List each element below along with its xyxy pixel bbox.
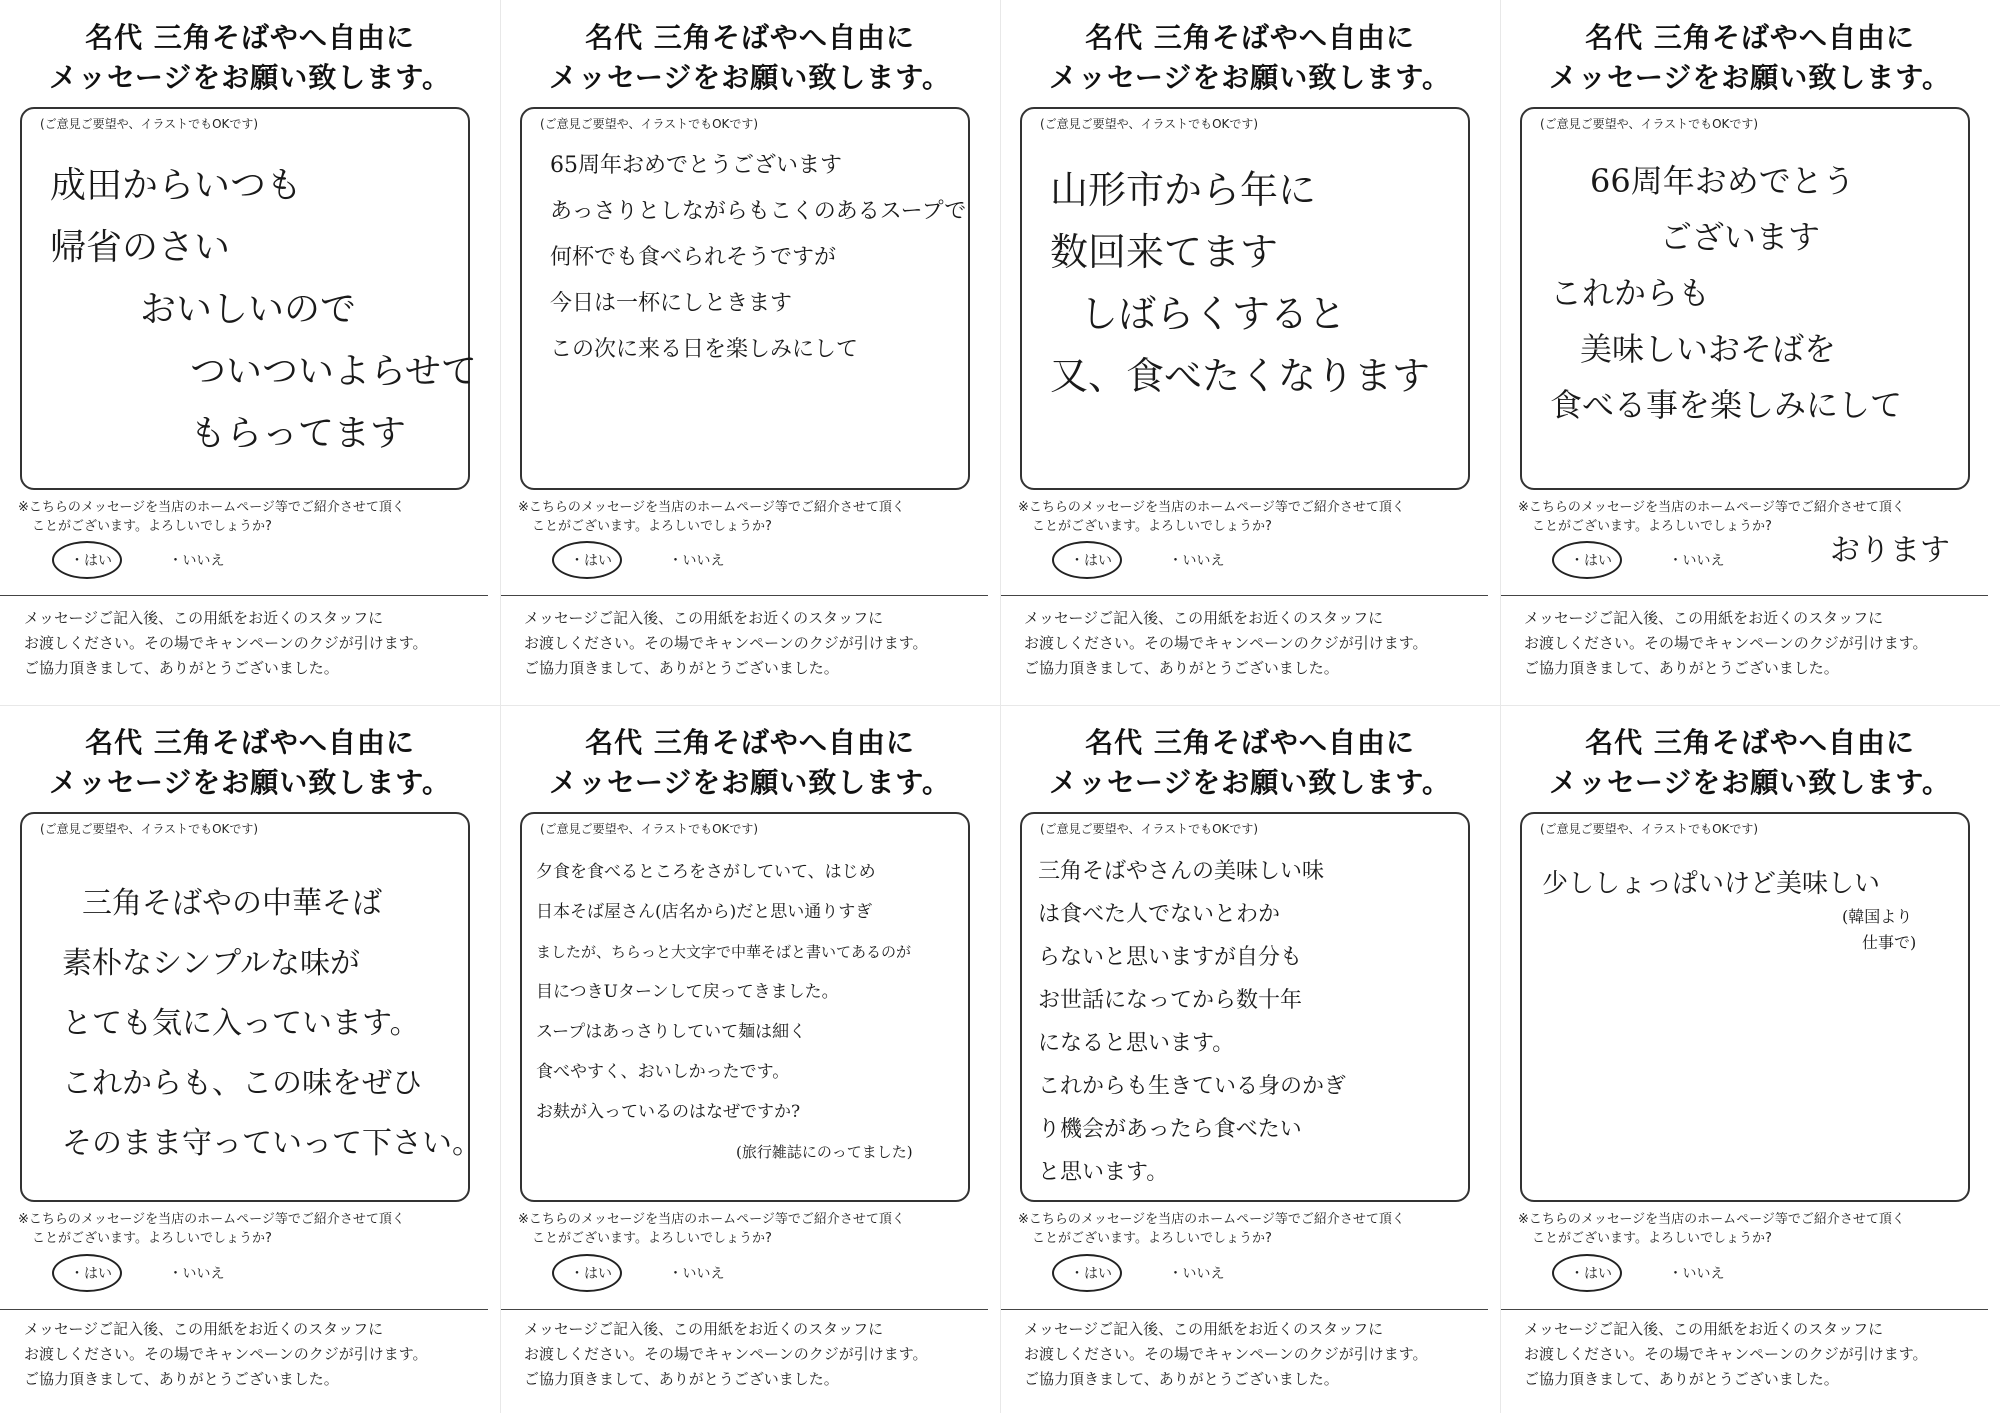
consent-no-label: ・いいえ [168,553,225,569]
message-box [20,812,482,1202]
consent-note-line1: ※こちらのメッセージを当店のホームページ等でご紹介させて頂く [518,500,905,515]
footer-line3: ご協力頂きまして、ありがとうございました。 [524,1370,839,1388]
selected-circle [1552,1254,1622,1292]
consent-options [70,1263,276,1283]
handwriting-line: 又、食べたくなります [1050,354,1431,398]
message-box [1520,107,1970,490]
card-title-line2: メッセージをお願い致します。 [1548,766,1952,799]
divider [1000,595,1488,596]
box-hint: (ご意見ご要望や、イラストでもOKです) [1540,117,1759,131]
message-box [1520,812,1970,1202]
handwriting-line: は食べた人でないとわか [1038,902,1281,927]
card-footer [1524,606,1928,681]
message-box [520,812,970,1202]
handwriting-line: 三角そばやの中華そば [82,886,382,921]
message-card [1000,0,1500,705]
consent-yes-option[interactable] [1070,550,1112,570]
selected-circle [552,1254,622,1292]
message-card [500,0,1000,705]
card-title-line2: メッセージをお願い致します。 [48,61,452,94]
handwriting-line: ついついよらせて [190,351,477,392]
handwritten-message [1550,153,1954,480]
handwriting-line: 帰省のさい [50,227,231,268]
consent-note-line2: ことがございます。よろしいでしょうか? [32,519,272,534]
handwriting-line: 仕事で) [1862,933,1917,952]
card-title-line2: メッセージをお願い致します。 [1048,61,1452,94]
card-title [1000,18,1500,98]
message-card [0,0,500,705]
consent-note-line2: ことがございます。よろしいでしょうか? [32,1231,272,1246]
card-title-line1: 名代 三角そばやへ自由に [85,726,415,759]
consent-note-line1: ※こちらのメッセージを当店のホームページ等でご紹介させて頂く [1518,500,1905,515]
card-title-line2: メッセージをお願い致します。 [548,766,952,799]
handwriting-line: これからも [1550,274,1711,312]
consent-no-option[interactable] [1668,550,1724,570]
handwriting-line: 日本そば屋さん(店名から)だと思い通りすぎ [536,902,873,922]
handwriting-line: とても気に入っています。 [62,1006,420,1041]
footer-line3: ご協力頂きまして、ありがとうございました。 [24,659,339,677]
consent-note-line1: ※こちらのメッセージを当店のホームページ等でご紹介させて頂く [18,1212,405,1227]
handwriting-line: 三角そばやさんの美味しい味 [1038,859,1325,884]
consent-yes-label: ・はい [1070,1266,1112,1282]
divider [1000,1309,1488,1310]
consent-options [570,1263,776,1283]
consent-yes-option[interactable] [1570,550,1612,570]
consent-note-line1: ※こちらのメッセージを当店のホームページ等でご紹介させて頂く [1518,1212,1905,1227]
handwriting-line: 目につきUターンして戻ってきました。 [536,982,839,1002]
selected-circle [52,1254,122,1292]
consent-yes-label: ・はい [570,553,612,569]
card-title-line1: 名代 三角そばやへ自由に [1085,21,1415,54]
consent-yes-option[interactable] [70,1263,112,1283]
handwriting-line: 美味しいおそばを [1580,330,1837,368]
card-title-line1: 名代 三角そばやへ自由に [1585,21,1915,54]
handwritten-message [62,874,482,1192]
consent-note-line2: ことがございます。よろしいでしょうか? [1032,519,1272,534]
divider [0,1309,488,1310]
card-footer [1024,1317,1428,1392]
consent-no-option[interactable] [168,550,224,570]
card-title [500,18,1000,98]
message-card [0,705,500,1413]
handwriting-line: そのまま守っていって下さい。 [62,1126,482,1161]
handwritten-message [536,852,954,1192]
divider [0,595,488,596]
handwritten-message [1542,864,1954,1192]
consent-no-label: ・いいえ [668,1266,725,1282]
message-card [1000,705,1500,1413]
divider [1500,595,1988,596]
card-title [0,723,500,803]
box-hint: (ご意見ご要望や、イラストでもOKです) [40,822,259,836]
selected-circle [1052,541,1122,579]
card-title [1000,723,1500,803]
consent-note [1518,498,1978,536]
box-hint: (ご意見ご要望や、イラストでもOKです) [1040,822,1259,836]
consent-note-line2: ことがございます。よろしいでしょうか? [1532,519,1772,534]
card-title-line2: メッセージをお願い致します。 [1548,61,1952,94]
consent-no-label: ・いいえ [1668,1266,1725,1282]
consent-no-option[interactable] [1168,1263,1224,1283]
consent-yes-label: ・はい [570,1266,612,1282]
consent-yes-option[interactable] [1570,1263,1612,1283]
handwriting-line: ましたが、ちらっと大文字で中華そばと書いてあるのが [536,943,912,961]
consent-note-line2: ことがございます。よろしいでしょうか? [532,1231,772,1246]
consent-yes-label: ・はい [1570,553,1612,569]
footer-line2: お渡しください。その場でキャンペーンのクジが引けます。 [1524,634,1928,652]
card-title-line2: メッセージをお願い致します。 [548,61,952,94]
handwriting-line: おいしいので [140,289,357,330]
footer-line2: お渡しください。その場でキャンペーンのクジが引けます。 [1024,634,1428,652]
footer-line1: メッセージご記入後、この用紙をお近くのスタッフに [24,1320,384,1338]
card-footer [1024,606,1428,681]
consent-yes-option[interactable] [1070,1263,1112,1283]
handwriting-line: お世話になってから数十年 [1038,988,1303,1013]
consent-options [1070,1263,1276,1283]
consent-note-line1: ※こちらのメッセージを当店のホームページ等でご紹介させて頂く [518,1212,905,1227]
box-hint: (ご意見ご要望や、イラストでもOKです) [1040,117,1259,131]
card-footer [524,606,928,681]
box-hint: (ご意見ご要望や、イラストでもOKです) [1540,822,1759,836]
consent-no-label: ・いいえ [668,553,725,569]
handwriting-line: 素朴なシンプルな味が [62,946,361,981]
handwriting-line: ございます [1660,218,1821,256]
row-separator [0,705,2000,706]
footer-line3: ご協力頂きまして、ありがとうございました。 [1524,659,1839,677]
column-separator [1000,0,1001,1413]
handwriting-line: 食べる事を楽しみにして [1550,386,1903,424]
card-title [0,18,500,98]
consent-no-label: ・いいえ [1668,553,1725,569]
selected-circle [552,541,622,579]
footer-line3: ご協力頂きまして、ありがとうございました。 [1024,659,1339,677]
consent-note-line1: ※こちらのメッセージを当店のホームページ等でご紹介させて頂く [1018,1212,1405,1227]
card-title-line1: 名代 三角そばやへ自由に [85,21,415,54]
consent-options [70,550,276,570]
message-box [1020,107,1470,490]
divider [500,1309,988,1310]
consent-yes-label: ・はい [70,553,112,569]
consent-yes-option[interactable] [570,550,612,570]
column-separator [1500,0,1501,1413]
consent-no-label: ・いいえ [1168,1266,1225,1282]
consent-options [570,550,776,570]
consent-note [1018,1210,1478,1248]
handwriting-line: (旅行雑誌にのってました) [736,1143,913,1161]
footer-line2: お渡しください。その場でキャンペーンのクジが引けます。 [524,1345,928,1363]
handwritten-message [550,143,967,480]
handwritten-message [1050,159,1454,480]
card-title [1500,18,2000,98]
box-hint: (ご意見ご要望や、イラストでもOKです) [40,117,259,131]
handwriting-line: と思います。 [1038,1160,1169,1185]
card-title [500,723,1000,803]
card-title-line2: メッセージをお願い致します。 [1048,766,1452,799]
footer-line1: メッセージご記入後、この用紙をお近くのスタッフに [24,609,384,627]
column-separator [500,0,501,1413]
divider [500,595,988,596]
consent-yes-label: ・はい [70,1266,112,1282]
handwriting-line: 数回来てます [1050,230,1279,274]
handwriting-line: り機会があったら食べたい [1038,1117,1302,1142]
handwriting-line: これからも、この味をぜひ [62,1066,422,1101]
message-box [520,107,970,490]
handwriting-line: 今日は一杯にしときます [550,291,793,316]
footer-line1: メッセージご記入後、この用紙をお近くのスタッフに [1524,1320,1884,1338]
box-hint: (ご意見ご要望や、イラストでもOKです) [540,117,759,131]
consent-note [1018,498,1478,536]
footer-line1: メッセージご記入後、この用紙をお近くのスタッフに [1024,1320,1384,1338]
footer-line2: お渡しください。その場でキャンペーンのクジが引けます。 [24,1345,428,1363]
handwriting-line: この次に来る日を楽しみにして [550,337,859,362]
consent-note-line1: ※こちらのメッセージを当店のホームページ等でご紹介させて頂く [18,500,405,515]
consent-note-line2: ことがございます。よろしいでしょうか? [1532,1231,1772,1246]
box-hint: (ご意見ご要望や、イラストでもOKです) [540,822,759,836]
handwriting-line: (韓国より [1842,907,1913,926]
consent-no-option[interactable] [1668,1263,1724,1283]
consent-no-option[interactable] [1168,550,1224,570]
footer-line1: メッセージご記入後、この用紙をお近くのスタッフに [1024,609,1384,627]
footer-line3: ご協力頂きまして、ありがとうございました。 [1024,1370,1339,1388]
consent-note [518,1210,978,1248]
footer-line1: メッセージご記入後、この用紙をお近くのスタッフに [1524,609,1884,627]
handwriting-line: 少ししょっぱいけど美味しい [1542,869,1881,899]
consent-yes-label: ・はい [1070,553,1112,569]
consent-note [18,1210,478,1248]
consent-options [1570,550,1776,570]
handwriting-line: 食べやすく、おいしかったです。 [536,1062,790,1082]
footer-line1: メッセージご記入後、この用紙をお近くのスタッフに [524,1320,884,1338]
consent-yes-label: ・はい [1570,1266,1612,1282]
consent-no-option[interactable] [668,1263,724,1283]
consent-no-label: ・いいえ [1168,553,1225,569]
consent-no-option[interactable] [668,550,724,570]
handwriting-line: これからも生きている身のかぎ [1038,1074,1347,1099]
selected-circle [1052,1254,1122,1292]
handwriting-line: らないと思いますが自分も [1038,945,1303,970]
handwriting-overflow: おります [1830,533,1950,568]
message-card [500,705,1000,1413]
handwriting-line: 成田からいつも [50,165,303,206]
handwriting-line: 山形市から年に [1050,168,1317,212]
consent-options [1570,1263,1776,1283]
handwriting-line: お麸が入っているのはなぜですか? [536,1102,801,1122]
card-title-line1: 名代 三角そばやへ自由に [1585,726,1915,759]
card-footer [524,1317,928,1392]
card-footer [24,1317,428,1392]
footer-line1: メッセージご記入後、この用紙をお近くのスタッフに [524,609,884,627]
consent-no-option[interactable] [168,1263,224,1283]
footer-line2: お渡しください。その場でキャンペーンのクジが引けます。 [524,634,928,652]
card-title-line2: メッセージをお願い致します。 [48,766,452,799]
consent-yes-option[interactable] [570,1263,612,1283]
consent-note [1518,1210,1978,1248]
consent-no-label: ・いいえ [168,1266,225,1282]
consent-note-line1: ※こちらのメッセージを当店のホームページ等でご紹介させて頂く [1018,500,1405,515]
card-title-line1: 名代 三角そばやへ自由に [585,21,915,54]
footer-line3: ご協力頂きまして、ありがとうございました。 [24,1370,339,1388]
handwriting-line: あっさりとしながらもこくのあるスープで [550,199,967,224]
footer-line2: お渡しください。その場でキャンペーンのクジが引けます。 [1524,1345,1928,1363]
message-card [1500,705,2000,1413]
consent-note [518,498,978,536]
footer-line3: ご協力頂きまして、ありがとうございました。 [524,659,839,677]
card-title-line1: 名代 三角そばやへ自由に [1085,726,1415,759]
message-box [1020,812,1470,1202]
message-card [1500,0,2000,705]
footer-line2: お渡しください。その場でキャンペーンのクジが引けます。 [24,634,428,652]
divider [1500,1309,1988,1310]
handwriting-line: スープはあっさりしていて麺は細く [536,1022,807,1042]
handwriting-line: しばらくすると [1080,292,1347,336]
consent-note [18,498,478,536]
consent-options [1070,550,1276,570]
handwriting-line: になると思います。 [1038,1031,1235,1056]
consent-note-line2: ことがございます。よろしいでしょうか? [532,519,772,534]
consent-note-line2: ことがございます。よろしいでしょうか? [1032,1231,1272,1246]
footer-line3: ご協力頂きまして、ありがとうございました。 [1524,1370,1839,1388]
card-title-line1: 名代 三角そばやへ自由に [585,726,915,759]
handwritten-message [50,155,477,480]
card-title [1500,723,2000,803]
card-footer [1524,1317,1928,1392]
handwriting-line: 65周年おめでとうございます [550,153,842,178]
selected-circle [52,541,122,579]
footer-line2: お渡しください。その場でキャンペーンのクジが引けます。 [1024,1345,1428,1363]
handwriting-line: 66周年おめでとう [1590,162,1855,200]
handwriting-line: 何杯でも食べられそうですが [550,245,837,270]
message-box [20,107,477,490]
selected-circle [1552,541,1622,579]
consent-yes-option[interactable] [70,550,112,570]
handwriting-line: 夕食を食べるところをさがしていて、はじめ [536,862,876,882]
handwriting-line: もらってます [190,413,407,454]
handwritten-message [1038,850,1454,1192]
card-footer [24,606,428,681]
